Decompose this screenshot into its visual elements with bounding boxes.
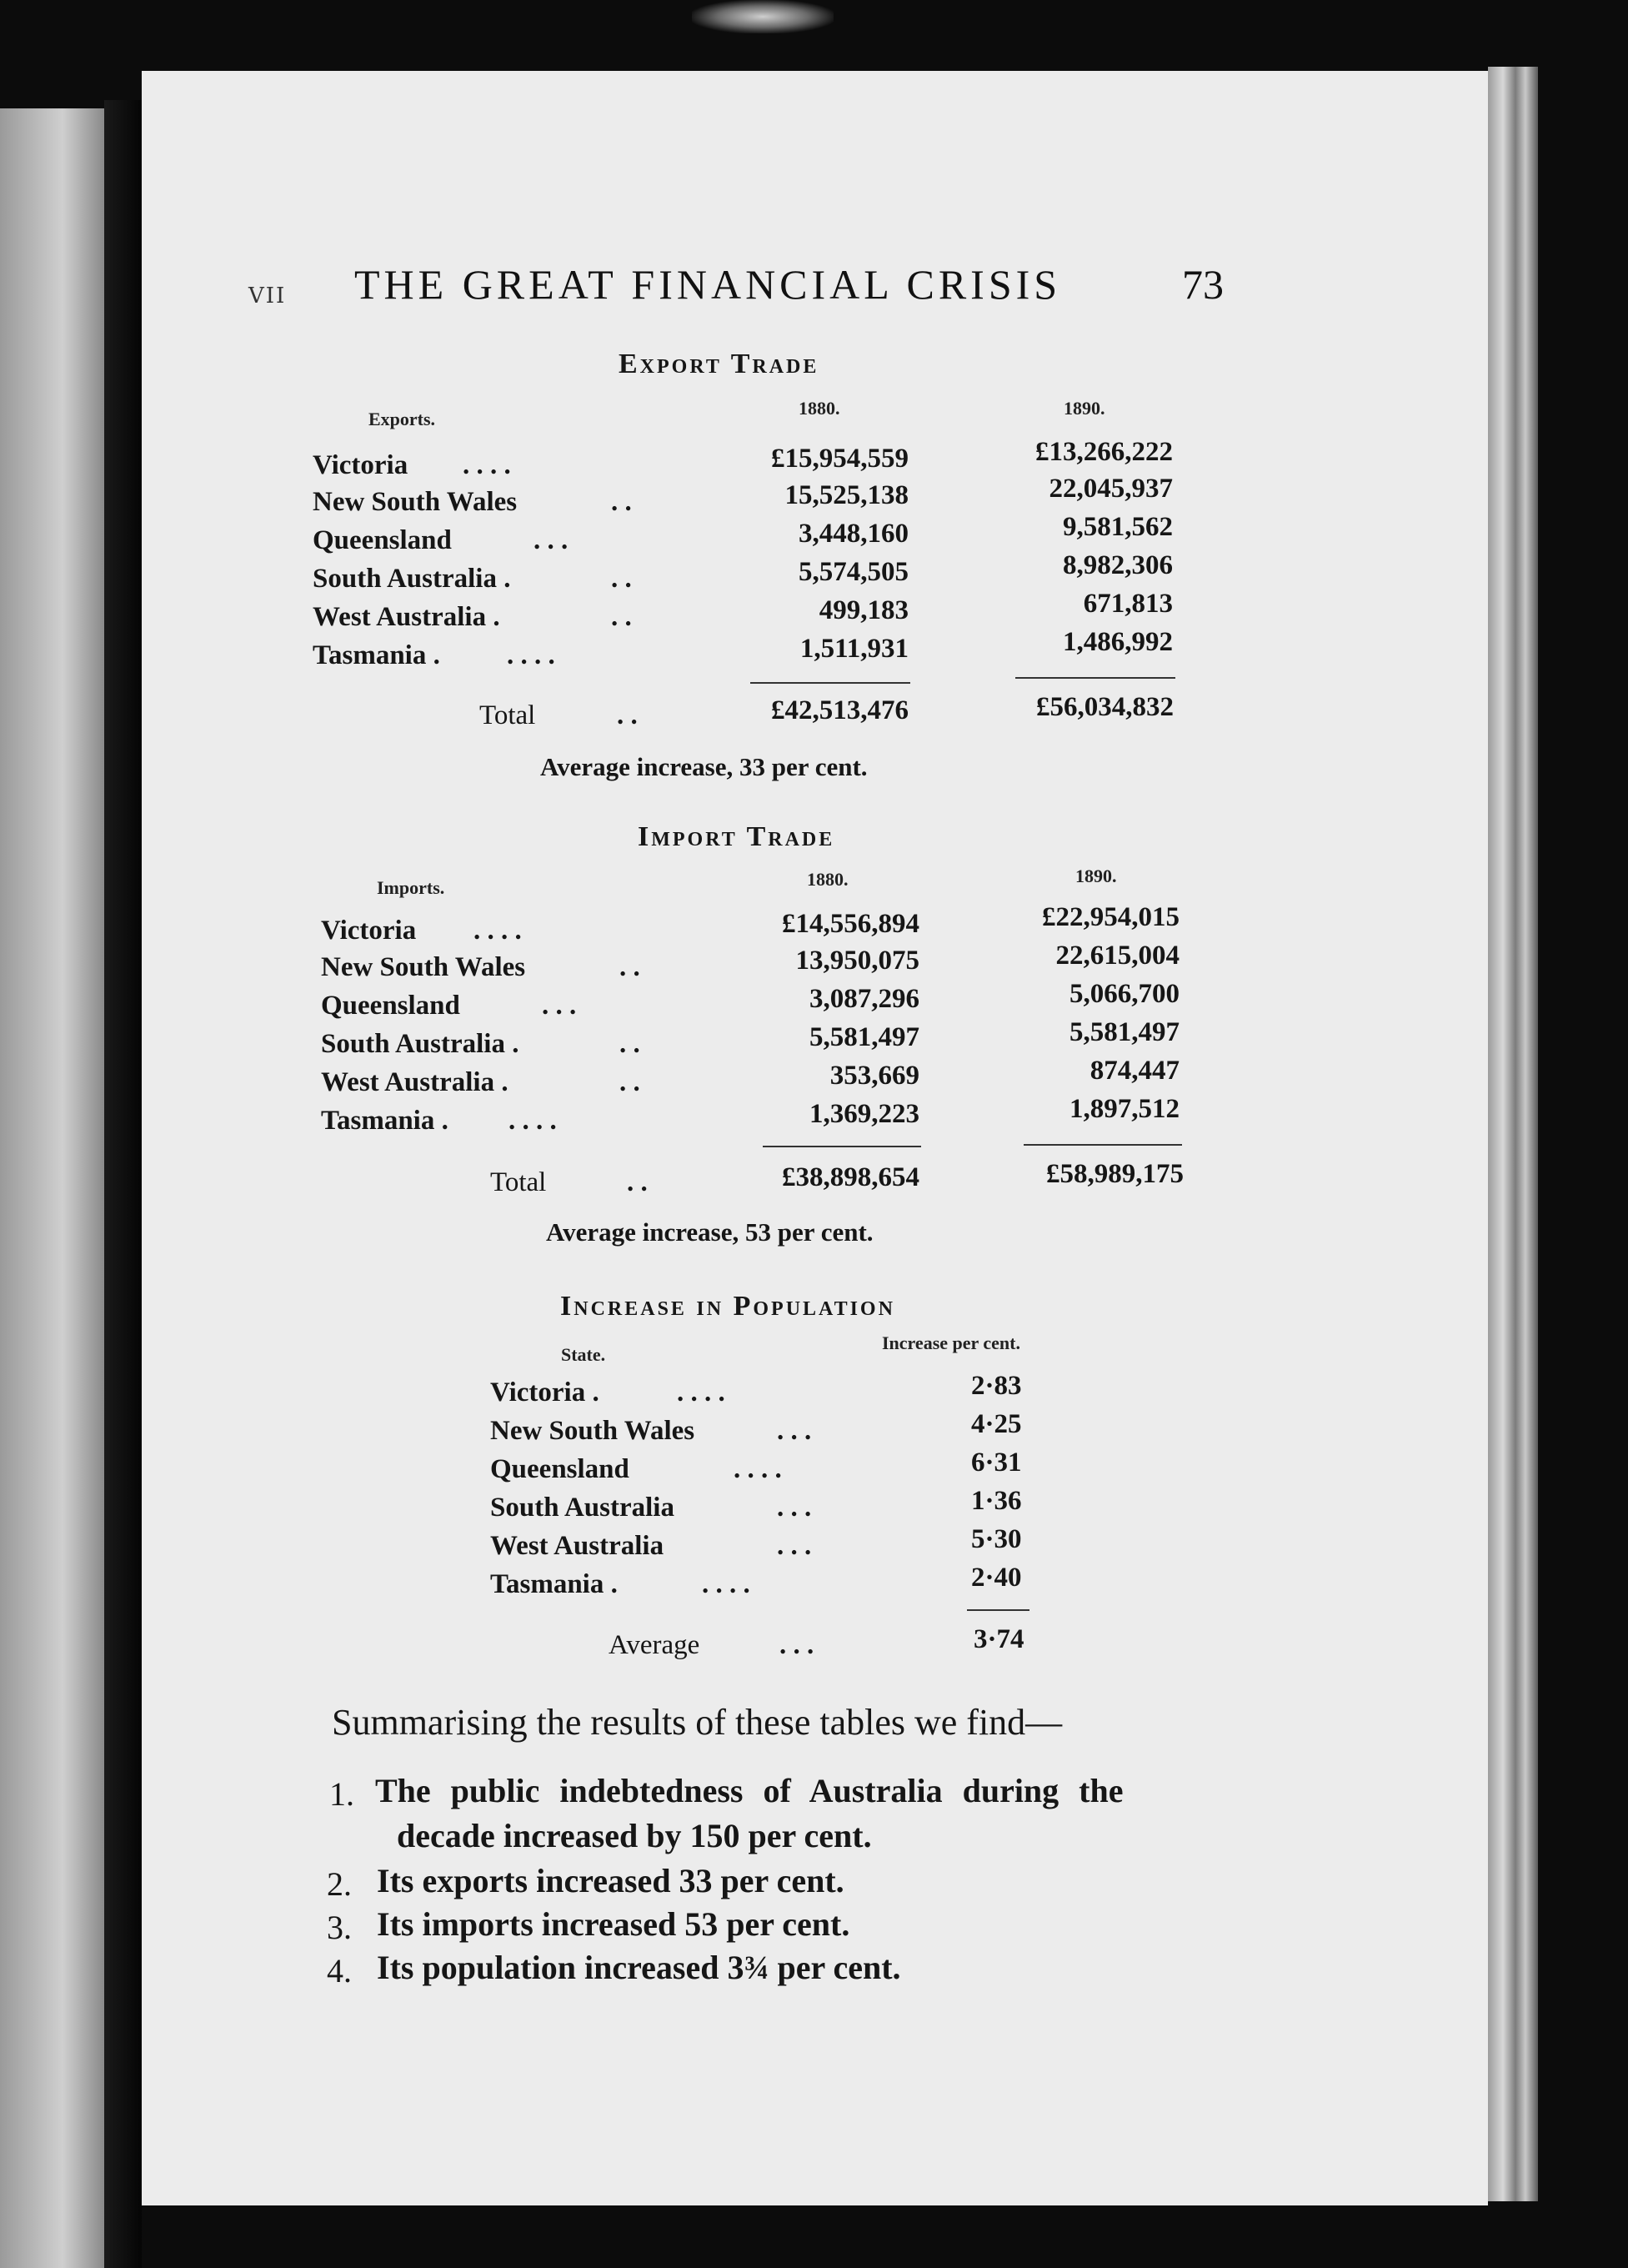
row-label: West Australia [490,1531,664,1561]
value-1880: 5,581,497 [809,1022,919,1052]
population-increase: 4·25 [971,1409,1022,1439]
import-total-label: Total [490,1167,547,1197]
export-total-1890: £56,034,832 [1036,692,1174,722]
export-table-title: Export Trade [619,349,819,379]
leader-dots: . . [619,1067,640,1097]
population-increase: 6·31 [971,1448,1022,1478]
list-text-continued: decade increased by 150 per cent. [397,1817,872,1854]
row-label: New South Wales [490,1416,695,1446]
import-year-1880: 1880. [807,869,849,890]
leader-dots: . . [611,602,632,632]
leader-dots: . . . [777,1531,812,1561]
leader-dots: . . [627,1167,648,1197]
row-label: New South Wales [321,952,526,982]
population-increase: 2·40 [971,1563,1022,1593]
value-1880: £15,954,559 [771,444,909,474]
value-1880: 353,669 [829,1061,919,1091]
value-1880: £14,556,894 [782,909,919,939]
population-increase: 1·36 [971,1486,1022,1516]
value-1890: 5,581,497 [1069,1017,1180,1047]
value-1880: 3,087,296 [809,984,919,1014]
value-1890: 8,982,306 [1063,550,1173,580]
import-total-1890: £58,989,175 [1046,1159,1184,1189]
leader-dots: . . . . [508,1106,557,1136]
value-1880: 1,369,223 [809,1099,919,1129]
row-label: Queensland [313,525,452,555]
list-number: 1. [329,1775,354,1813]
leader-dots: . . . . [702,1569,750,1599]
value-1890: £13,266,222 [1035,437,1173,467]
sum-rule-1880 [750,682,910,684]
list-text: The public indebtedness of Australia during the [375,1772,1124,1809]
value-1890: 671,813 [1083,589,1173,619]
leader-dots: . . [619,1029,640,1059]
sum-rule-1890 [1024,1144,1182,1146]
export-average-note: Average increase, 33 per cent. [540,752,868,781]
leader-dots: . . . [777,1416,812,1446]
sum-rule-population [967,1609,1029,1611]
list-text: Its exports increased 33 per cent. [377,1862,844,1899]
running-title: THE GREAT FINANCIAL CRISIS [354,261,1062,308]
value-1890: 22,045,937 [1049,474,1173,504]
row-label: South Australia [490,1493,674,1523]
row-label: Tasmania . [490,1569,618,1599]
leader-dots: . . . [777,1493,812,1523]
leader-dots: . . [611,487,632,517]
row-label: Queensland [490,1454,629,1484]
page-number: 73 [1182,261,1224,308]
export-label-header: Exports. [368,409,436,429]
value-1890: 874,447 [1090,1056,1180,1086]
leader-dots: . . . [542,991,577,1021]
population-average-value: 3·74 [974,1624,1024,1654]
leader-dots: . . [617,700,638,730]
leader-dots: . . . . [507,640,555,670]
value-1890: £22,954,015 [1042,902,1180,932]
population-label-header: State. [561,1344,606,1365]
sum-rule-1890 [1015,677,1175,679]
export-year-1880: 1880. [799,398,840,419]
row-label: South Australia . [321,1029,519,1059]
export-total-label: Total [479,700,536,730]
leader-dots: . . . . [463,450,511,480]
row-label: Victoria [321,916,417,946]
value-1880: 499,183 [819,595,909,625]
row-label: Victoria [313,450,408,480]
population-average-label: Average [609,1630,700,1660]
leader-dots: . . . . [677,1377,725,1407]
list-text: Its population increased 3¾ per cent. [377,1949,901,1986]
leader-dots: . . [611,564,632,594]
value-1880: 13,950,075 [795,946,919,976]
value-1890: 5,066,700 [1069,979,1180,1009]
row-label: West Australia . [313,602,500,632]
leader-dots: . . . . [473,916,522,946]
row-label: New South Wales [313,487,518,517]
book-gutter [104,100,142,2268]
value-1880: 1,511,931 [799,634,909,664]
row-label: Victoria . [490,1377,599,1407]
leader-dots: . . . [533,525,569,555]
page-stack-edge [1488,67,1538,2201]
population-value-header: Increase per cent. [882,1332,1020,1353]
leader-dots: . . [619,952,640,982]
population-increase: 5·30 [971,1524,1022,1554]
scan-smudge [692,0,834,33]
row-label: Tasmania . [321,1106,448,1136]
leader-dots: . . . . [734,1454,782,1484]
value-1880: 15,525,138 [784,480,909,510]
list-number: 3. [327,1909,352,1946]
summary-intro: Summarising the results of these tables we find— [332,1702,1063,1743]
population-increase: 2·83 [971,1371,1022,1401]
import-year-1890: 1890. [1075,866,1117,886]
list-text: Its imports increased 53 per cent. [377,1905,850,1943]
population-table-title: Increase in Population [560,1291,895,1322]
row-label: Tasmania . [313,640,440,670]
sum-rule-1880 [763,1146,921,1147]
export-total-1880: £42,513,476 [771,695,909,725]
value-1880: 3,448,160 [799,519,909,549]
value-1890: 9,581,562 [1063,512,1173,542]
list-number: 2. [327,1865,352,1903]
value-1880: 5,574,505 [799,557,909,587]
row-label: West Australia . [321,1067,508,1097]
left-page-edge [0,108,104,2268]
row-label: Queensland [321,991,460,1021]
leader-dots: . . . [779,1630,814,1660]
export-year-1890: 1890. [1064,398,1105,419]
import-label-header: Imports. [377,877,445,898]
value-1890: 22,615,004 [1055,941,1180,971]
value-1890: 1,897,512 [1069,1094,1180,1124]
row-label: South Australia . [313,564,511,594]
value-1890: 1,486,992 [1063,627,1173,657]
import-average-note: Average increase, 53 per cent. [546,1217,874,1247]
chapter-number: VII [248,284,287,309]
import-total-1880: £38,898,654 [782,1162,919,1192]
import-table-title: Import Trade [638,821,835,852]
list-number: 4. [327,1952,352,1990]
